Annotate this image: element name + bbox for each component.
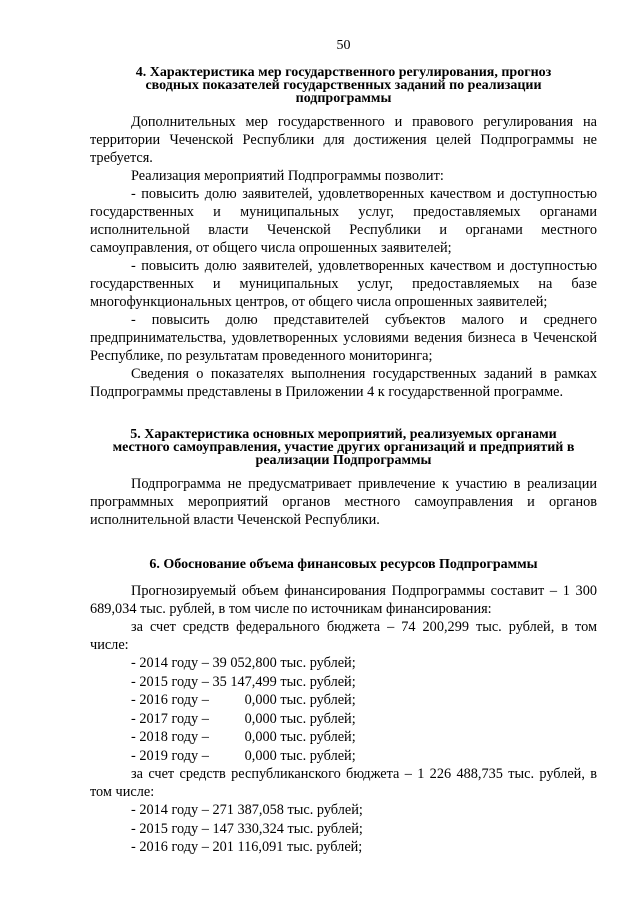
bullet-item: - повысить долю заявителей, удовлетворенных качеством и доступностью государственных и муниципальных услуг, предоставляемых на базе многофункциональных центров, от общего числа опрошенных заявителей; [90, 258, 597, 310]
page-number: 50 [336, 38, 351, 53]
list-item: - 2016 году – 0,000 тыс. рублей; [131, 692, 356, 708]
heading-line: подпрограммы [295, 91, 392, 106]
section-4-heading [90, 66, 597, 105]
paragraph: Подпрограмма не предусматривает привлечение к участию в реализации программных мероприятий органов местного самоуправления и органов исполнительной власти Чеченской Республики. [90, 476, 597, 528]
list-item: - 2014 году – 271 387,058 тыс. рублей; [131, 802, 363, 818]
heading-line: реализации Подпрограммы [255, 453, 432, 468]
heading-line: сводных показателей государственных заданий по реализации [145, 78, 542, 93]
paragraph: Реализация мероприятий Подпрограммы позволит: [131, 168, 444, 184]
list-item: - 2017 году – 0,000 тыс. рублей; [131, 710, 356, 727]
list-item: - 2015 году – 147 330,324 тыс. рублей; [131, 820, 363, 837]
list-item: - 2019 году – 0,000 тыс. рублей; [131, 747, 356, 764]
section-5-heading [90, 428, 597, 467]
list-item: - 2016 году – 201 116,091 тыс. рублей; [131, 839, 363, 855]
list-item: - 2015 году – 35 147,499 тыс. рублей; [131, 673, 356, 690]
paragraph: Дополнительных мер государственного и правового регулирования на территории Чеченской Республики для достижения целей Подпрограммы не требуется. [90, 114, 597, 166]
heading-line: местного самоуправления, участие других организаций и предприятий в [112, 440, 575, 455]
document-page [90, 38, 597, 857]
heading-line: 4. Характеристика мер государственного регулирования, прогноз [135, 65, 552, 80]
paragraph: за счет средств федерального бюджета – 74 200,299 тыс. рублей, в том числе: [90, 619, 597, 653]
paragraph: Прогнозируемый объем финансирования Подпрограммы составит – 1 300 689,034 тыс. рублей, в том числе по источникам финансирования: [90, 583, 597, 617]
federal-budget-list [90, 654, 597, 765]
list-item: - 2014 году – 39 052,800 тыс. рублей; [131, 655, 356, 671]
republic-budget-list [90, 801, 597, 857]
heading-line: 6. Обоснование объема финансовых ресурсов Подпрограммы [149, 557, 538, 572]
heading-line: 5. Характеристика основных мероприятий, реализуемых органами [130, 427, 557, 442]
list-item: - 2018 году – 0,000 тыс. рублей; [131, 729, 356, 745]
paragraph: Сведения о показателях выполнения государственных заданий в рамках Подпрограммы представлены в Приложении 4 к государственной программе. [90, 366, 597, 400]
bullet-item: - повысить долю заявителей, удовлетворенных качеством и доступностью государственных и муниципальных услуг, предоставляемых органами исполнительной власти Чеченской Республики и органами местного самоуправления, от общего числа опрошенных заявителей; [90, 186, 597, 256]
bullet-item: - повысить долю представителей субъектов малого и среднего предпринимательства, удовлетворенных условиями ведения бизнеса в Чеченской Республике, по результатам проведенного мониторинга; [90, 312, 597, 364]
paragraph: за счет средств республиканского бюджета – 1 226 488,735 тыс. рублей, в том числе: [90, 766, 597, 800]
section-6-heading [90, 556, 597, 574]
